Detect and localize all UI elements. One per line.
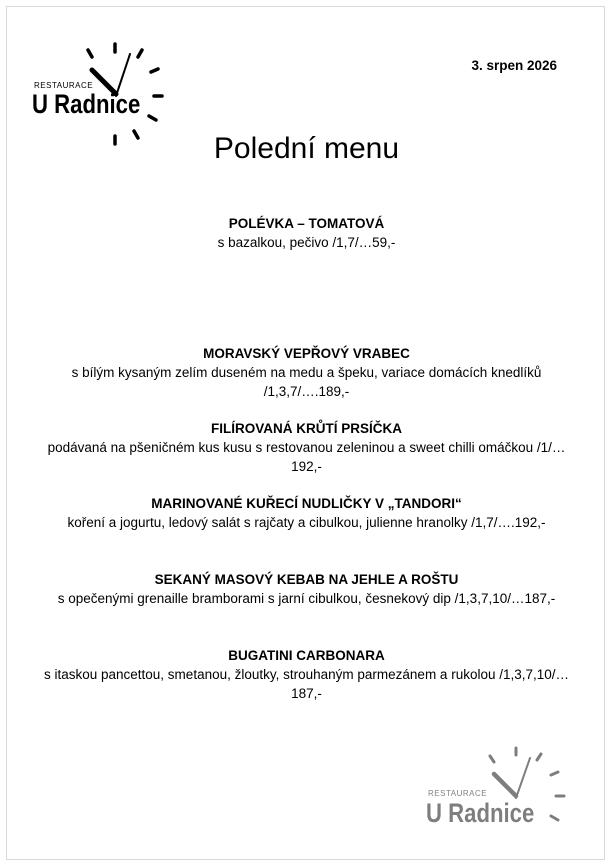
dish-description: podávaná na pšeničném kus kusu s restovanou zeleninou a sweet chilli omáčkou /1/…192,- bbox=[47, 440, 566, 474]
dish-name: POLÉVKA – TOMATOVÁ bbox=[228, 216, 385, 231]
menu-item bbox=[40, 214, 573, 252]
dish-description: s itaskou pancettou, smetanou, žloutky, strouhaným parmezánem a rukolou /1,3,7,10/…187,- bbox=[43, 667, 570, 701]
restaurant-logo-watermark bbox=[424, 744, 574, 836]
dish-name: FILÍROVANÁ KRŮTÍ PRSÍČKA bbox=[211, 421, 402, 436]
menu-date: 3. srpen 2026 bbox=[471, 58, 557, 73]
menu-item bbox=[40, 344, 573, 401]
dish-description: koření a jogurtu, ledový salát s rajčaty a cibulkou, julienne hranolky /1,7/….192,- bbox=[67, 515, 546, 530]
menu-item bbox=[40, 419, 573, 476]
dish-description: s bazalkou, pečivo /1,7/…59,- bbox=[217, 235, 396, 250]
dish-name: BUGATINI CARBONARA bbox=[228, 648, 385, 663]
dish-name: MARINOVANÉ KUŘECÍ NUDLIČKY V „TANDORI“ bbox=[151, 496, 462, 511]
menu-item bbox=[40, 494, 573, 532]
logo-subtitle: RESTAURACE bbox=[428, 789, 488, 798]
menu-item bbox=[40, 646, 573, 703]
menu-item bbox=[40, 570, 573, 608]
dish-description: s opečenými grenaille bramborami s jarní cibulkou, česnekový dip /1,3,7,10/…187,- bbox=[57, 591, 556, 606]
logo-name: U Radnice bbox=[32, 89, 141, 119]
logo-name: U Radnice bbox=[426, 798, 535, 828]
page-title: Polední menu bbox=[213, 132, 400, 165]
logo-subtitle: RESTAURACE bbox=[34, 81, 94, 90]
dish-name: SEKANÝ MASOVÝ KEBAB NA JEHLE A ROŠTU bbox=[154, 572, 459, 587]
dish-description: s bílým kysaným zelím duseném na medu a špeku, variace domácích knedlíků /1,3,7/….189,- bbox=[71, 365, 542, 399]
dish-name: MORAVSKÝ VEPŘOVÝ VRABEC bbox=[203, 346, 410, 361]
